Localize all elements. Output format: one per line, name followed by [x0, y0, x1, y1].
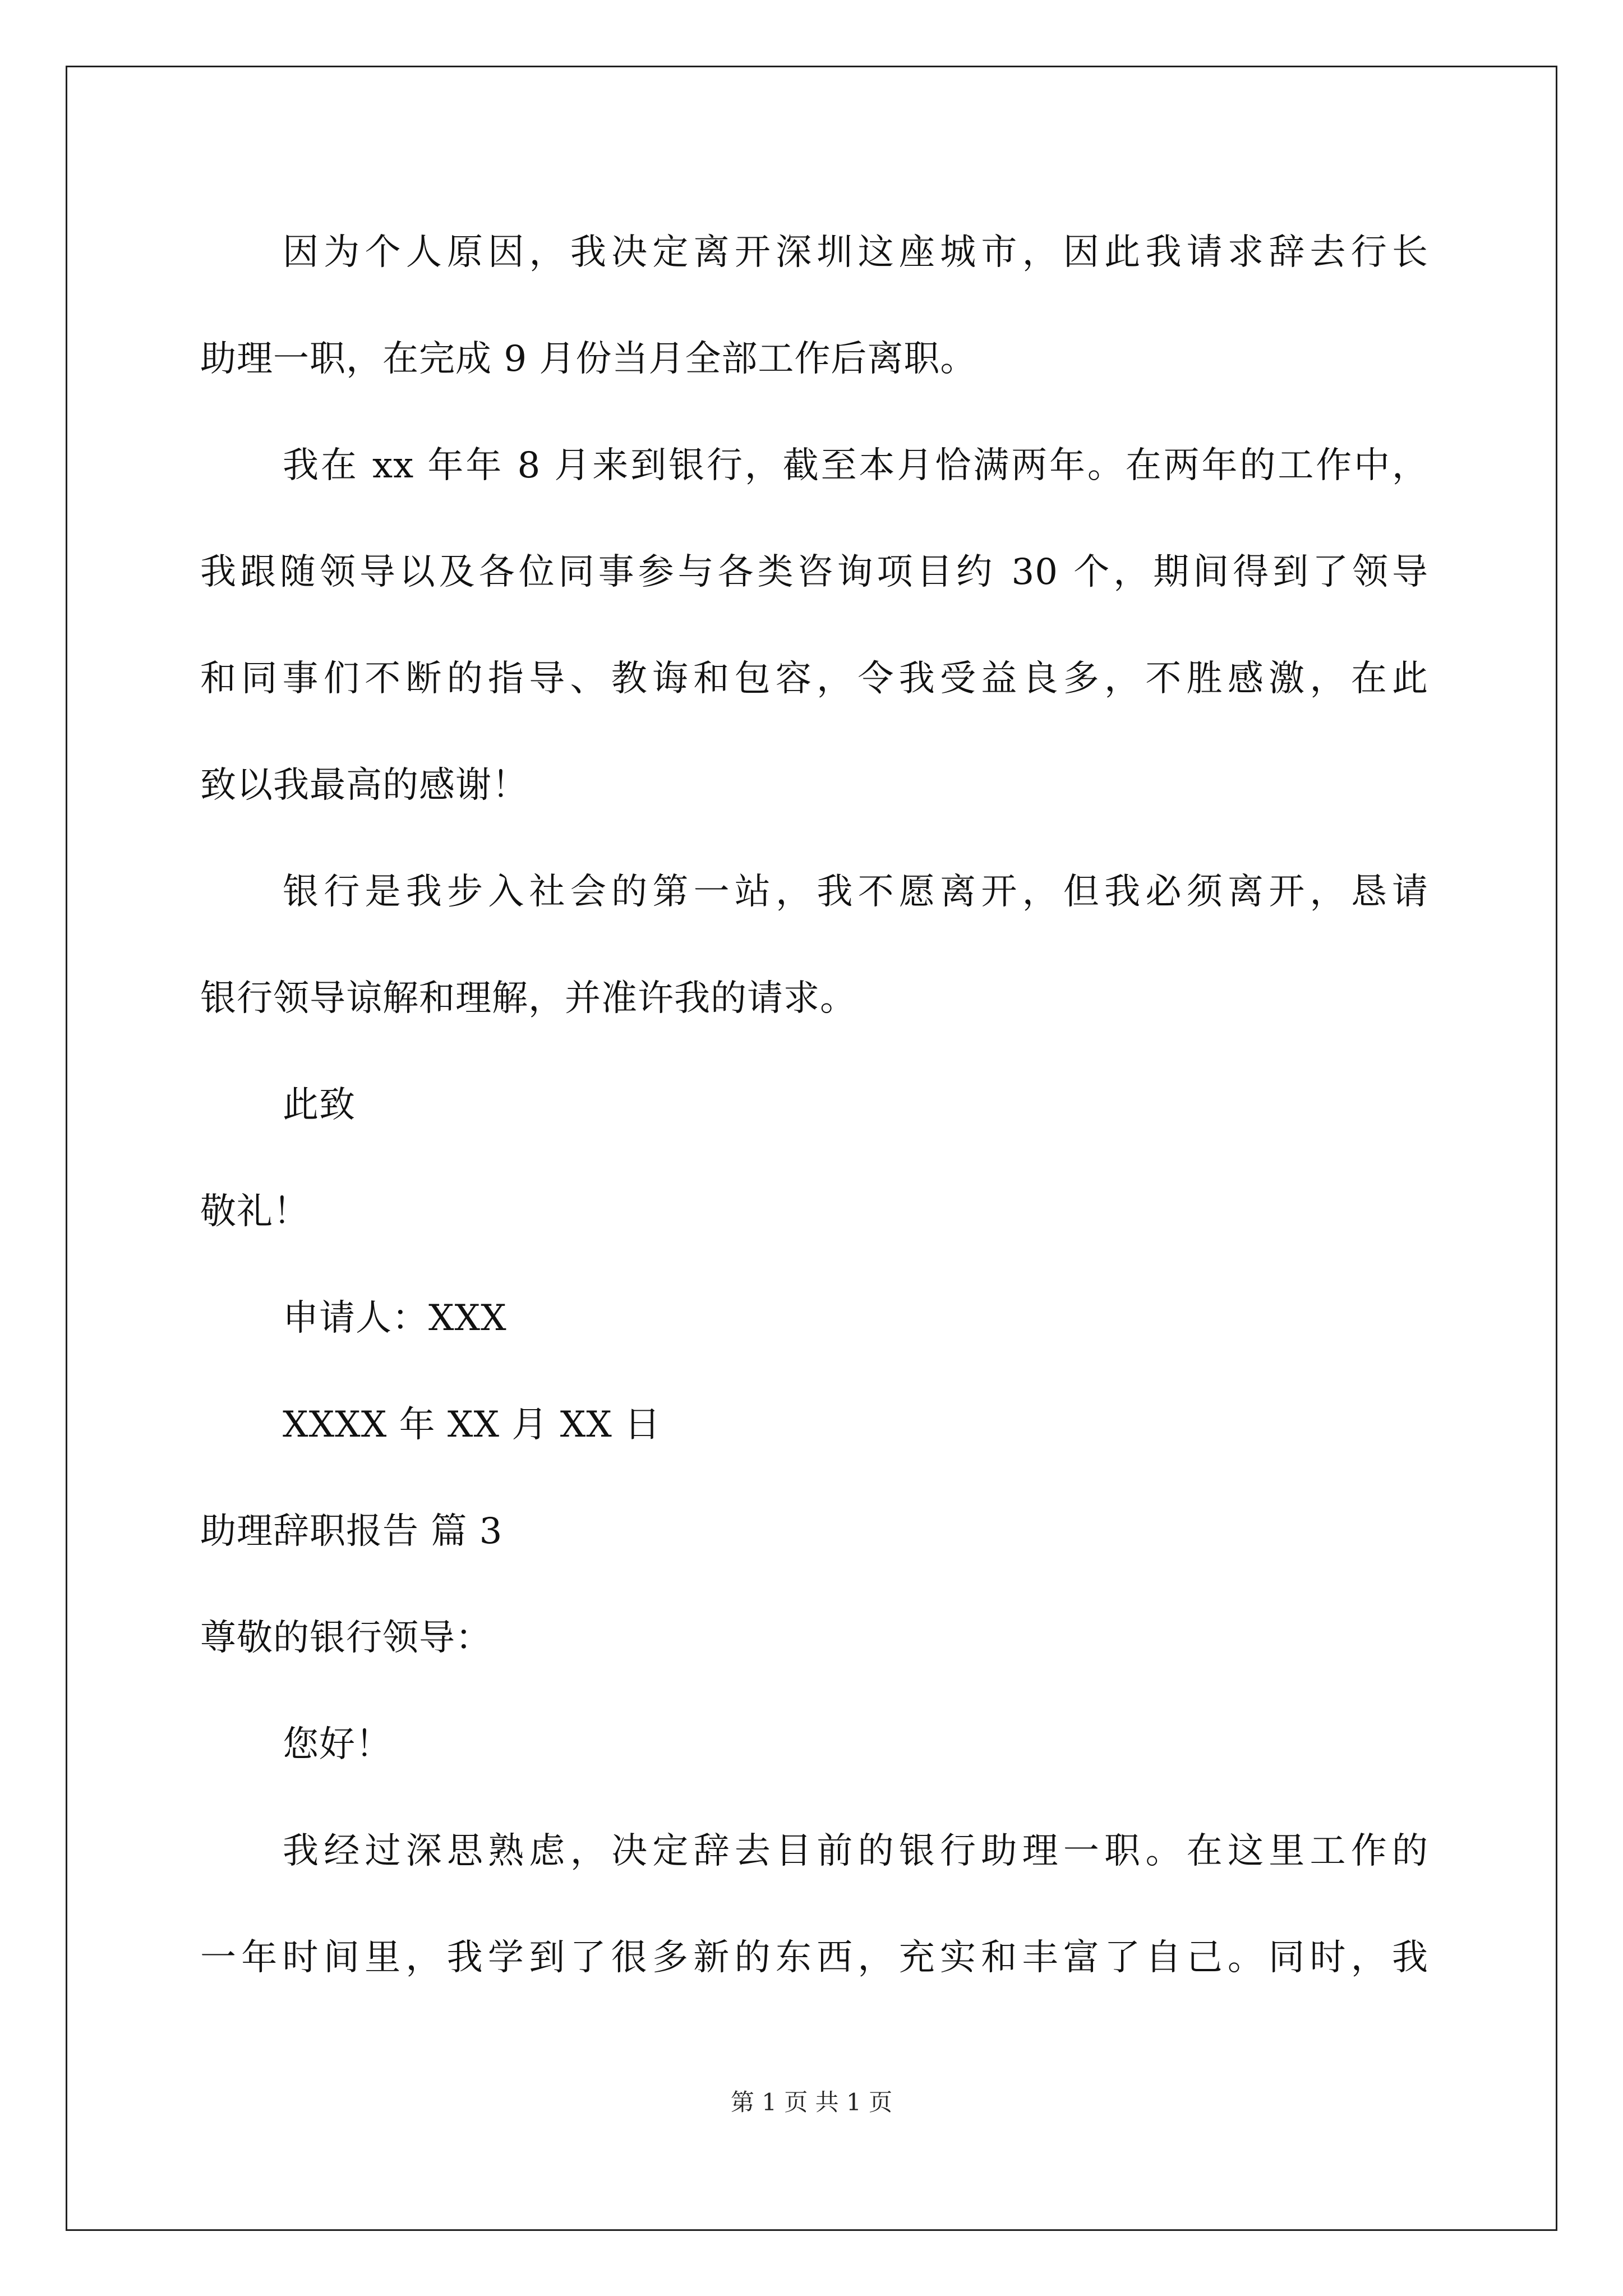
paragraph-2-line-2: 我跟随领导以及各位同事参与各类咨询项目约 30 个，期间得到了领导	[200, 551, 1428, 593]
paragraph-1-line-1: 因为个人原因，我决定离开深圳这座城市，因此我请求辞去行长	[283, 232, 1428, 273]
salutation: 尊敬的银行领导：	[200, 1617, 492, 1659]
section-heading: 助理辞职报告 篇 3	[200, 1511, 503, 1552]
paragraph-4-line-1: 我经过深思熟虑，决定辞去目前的银行助理一职。在这里工作的	[283, 1830, 1428, 1872]
greeting: 您好！	[283, 1724, 392, 1765]
paragraph-1-line-2: 助理一职，在完成 9 月份当月全部工作后离职。	[200, 338, 977, 380]
page-footer: 第 1 页 共 1 页	[730, 2088, 893, 2116]
closing-cizhi: 此致	[283, 1084, 356, 1126]
page-border	[66, 66, 1557, 2231]
paragraph-4-line-2: 一年时间里，我学到了很多新的东西，充实和丰富了自己。同时，我	[200, 1937, 1428, 1978]
paragraph-3-line-1: 银行是我步入社会的第一站，我不愿离开，但我必须离开，恳请	[283, 871, 1428, 913]
date-line: XXXX 年 XX 月 XX 日	[283, 1404, 661, 1446]
closing-jingli: 敬礼！	[200, 1191, 310, 1232]
paragraph-2-line-3: 和同事们不断的指导、教诲和包容，令我受益良多，不胜感激，在此	[200, 658, 1428, 700]
paragraph-2-line-4: 致以我最高的感谢！	[200, 765, 528, 806]
paragraph-3-line-2: 银行领导谅解和理解，并准许我的请求。	[200, 978, 856, 1019]
applicant-line: 申请人：XXX	[283, 1297, 507, 1339]
paragraph-2-line-1: 我在 xx 年年 8 月来到银行，截至本月恰满两年。在两年的工作中，	[283, 445, 1428, 486]
